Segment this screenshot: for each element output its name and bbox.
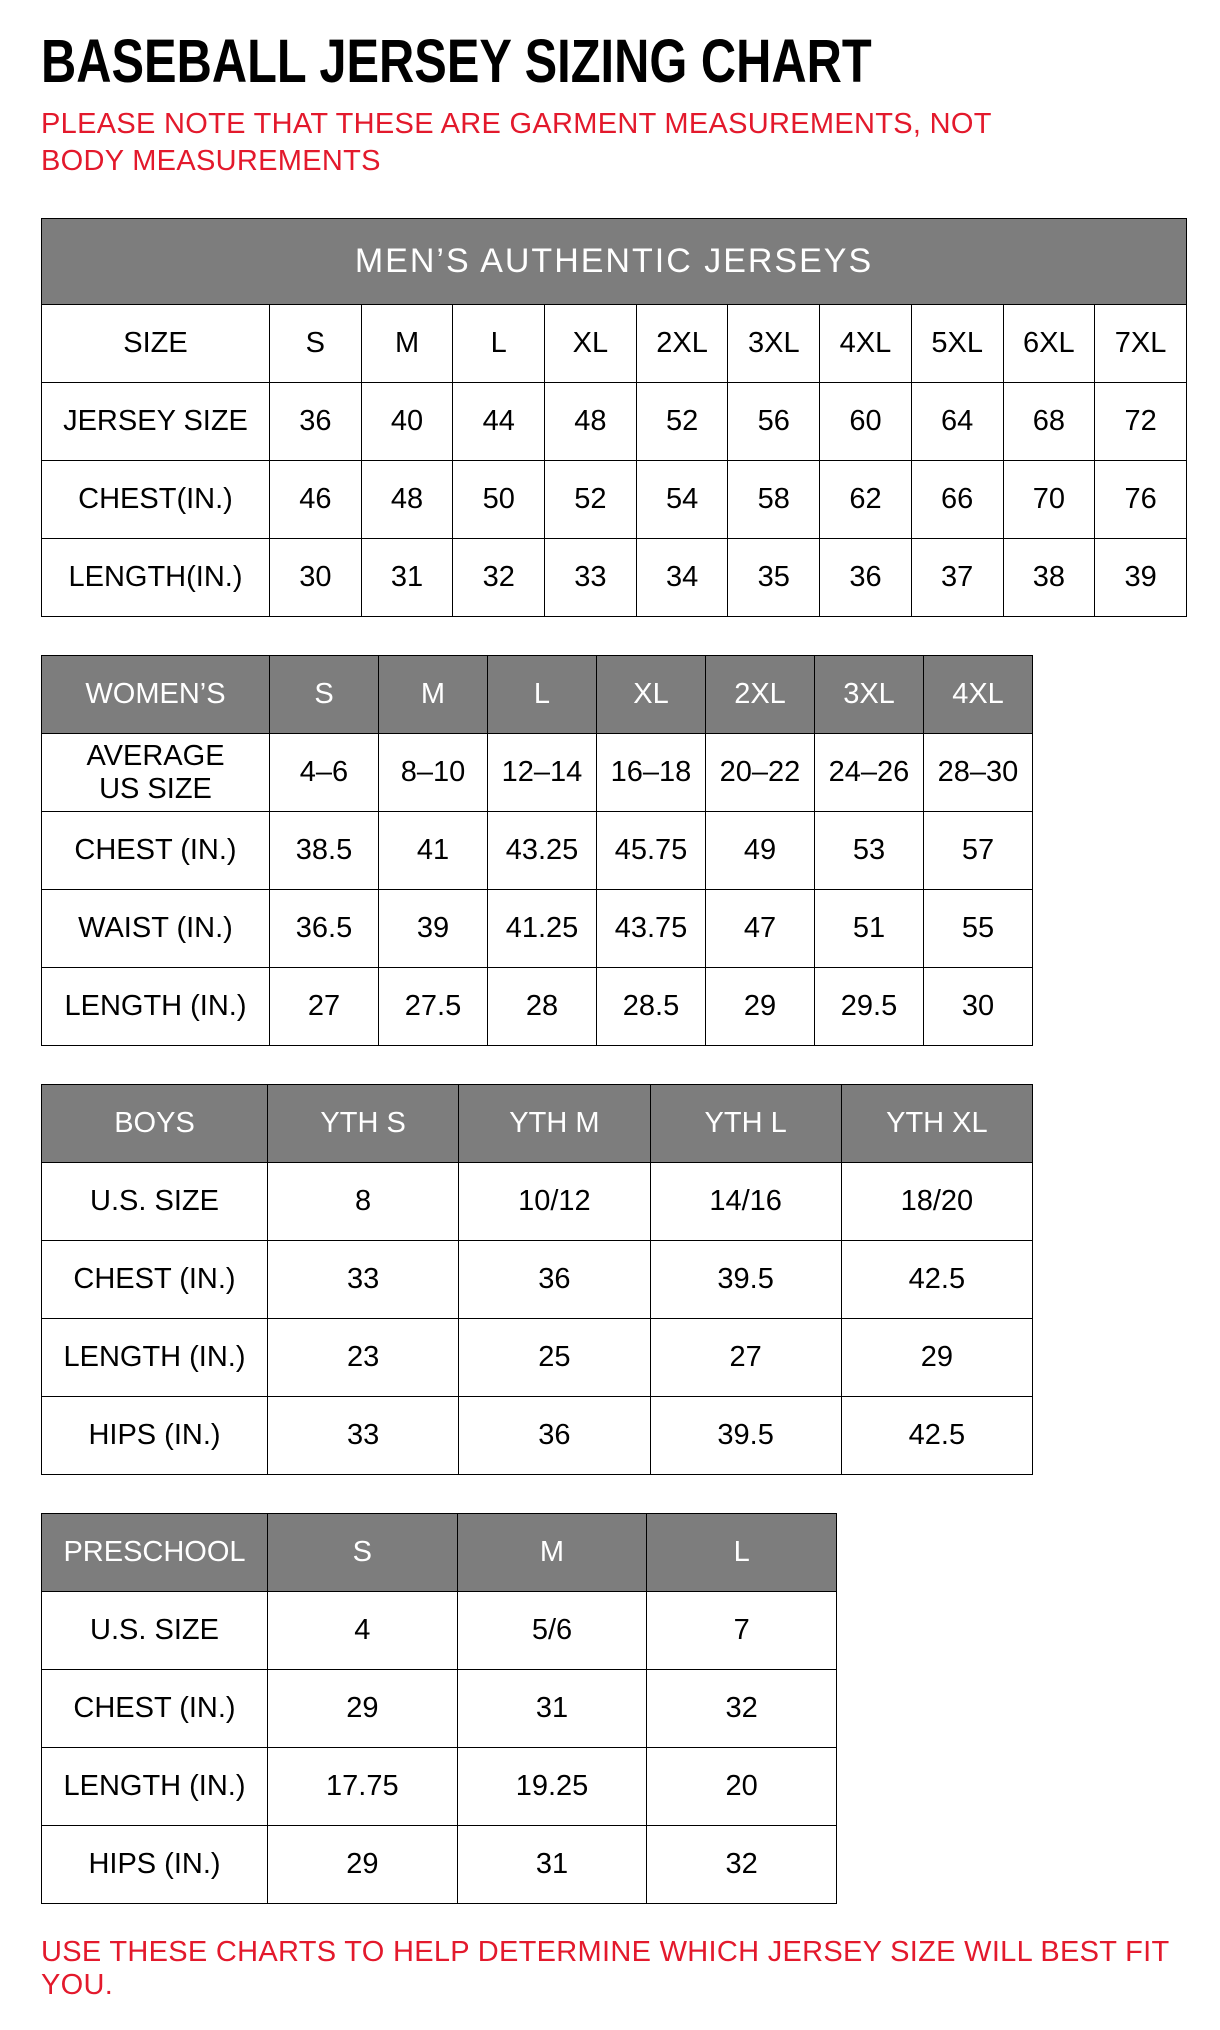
data-cell: 30 (924, 968, 1033, 1046)
data-cell: 12–14 (488, 734, 597, 812)
row-label: LENGTH(IN.) (42, 539, 270, 617)
data-cell: 32 (647, 1670, 837, 1748)
row-label: HIPS (IN.) (42, 1397, 268, 1475)
data-cell: 40 (361, 383, 453, 461)
data-cell: 51 (815, 890, 924, 968)
data-cell: 48 (545, 383, 637, 461)
row-label: LENGTH (IN.) (42, 968, 270, 1046)
data-cell: 34 (636, 539, 728, 617)
data-cell: 54 (636, 461, 728, 539)
row-label: LENGTH (IN.) (42, 1319, 268, 1397)
size-header-cell: YTH XL (841, 1085, 1032, 1163)
row-label: CHEST (IN.) (42, 1241, 268, 1319)
data-cell: 72 (1095, 383, 1187, 461)
size-header-cell: M (379, 656, 488, 734)
data-cell: 52 (636, 383, 728, 461)
page-title: BASEBALL JERSEY SIZING CHART (41, 27, 872, 95)
data-cell: 24–26 (815, 734, 924, 812)
data-cell: 28.5 (597, 968, 706, 1046)
garment-measurement-note: PLEASE NOTE THAT THESE ARE GARMENT MEASUREMENTS, NOT BODY MEASUREMENTS (41, 108, 992, 178)
data-cell: 19.25 (457, 1748, 647, 1826)
data-cell: 64 (911, 383, 1003, 461)
data-cell: 58 (728, 461, 820, 539)
size-header-cell: S (268, 1514, 458, 1592)
data-cell: 38 (1003, 539, 1095, 617)
data-cell: 70 (1003, 461, 1095, 539)
data-cell: 76 (1095, 461, 1187, 539)
size-header-cell: M (457, 1514, 647, 1592)
data-cell: 33 (268, 1241, 459, 1319)
data-cell: 55 (924, 890, 1033, 968)
corner-label: PRESCHOOL (42, 1514, 268, 1592)
data-cell: 29.5 (815, 968, 924, 1046)
data-cell: 14/16 (650, 1163, 841, 1241)
data-cell: 60 (820, 383, 912, 461)
data-cell: 27.5 (379, 968, 488, 1046)
data-cell: 29 (268, 1670, 458, 1748)
data-cell: 41.25 (488, 890, 597, 968)
mens-sizing-table (41, 218, 1187, 617)
size-header-cell: 3XL (728, 305, 820, 383)
corner-label: BOYS (42, 1085, 268, 1163)
row-label: AVERAGE US SIZE (42, 734, 270, 812)
boys-sizing-table (41, 1084, 1033, 1475)
row-label: LENGTH (IN.) (42, 1748, 268, 1826)
table-title: MEN’S AUTHENTIC JERSEYS (42, 219, 1187, 305)
data-cell: 17.75 (268, 1748, 458, 1826)
data-cell: 31 (457, 1826, 647, 1904)
data-cell: 32 (647, 1826, 837, 1904)
size-header-cell: M (361, 305, 453, 383)
data-cell: 10/12 (459, 1163, 650, 1241)
data-cell: 44 (453, 383, 545, 461)
data-cell: 32 (453, 539, 545, 617)
row-label: CHEST (IN.) (42, 812, 270, 890)
footer-note: USE THESE CHARTS TO HELP DETERMINE WHICH JERSEY SIZE WILL BEST FIT YOU. (41, 1936, 1169, 2002)
data-cell: 36 (459, 1241, 650, 1319)
size-header-cell: XL (597, 656, 706, 734)
data-cell: 35 (728, 539, 820, 617)
data-cell: 43.25 (488, 812, 597, 890)
data-cell: 18/20 (841, 1163, 1032, 1241)
data-cell: 36 (270, 383, 362, 461)
row-label: U.S. SIZE (42, 1592, 268, 1670)
data-cell: 50 (453, 461, 545, 539)
size-header-cell: 3XL (815, 656, 924, 734)
data-cell: 16–18 (597, 734, 706, 812)
data-cell: 27 (270, 968, 379, 1046)
data-cell: 20–22 (706, 734, 815, 812)
womens-sizing-table (41, 655, 1033, 1046)
size-header-cell: S (270, 656, 379, 734)
size-header-cell: 4XL (924, 656, 1033, 734)
data-cell: 25 (459, 1319, 650, 1397)
size-header-cell: XL (545, 305, 637, 383)
corner-label: WOMEN’S (42, 656, 270, 734)
data-cell: 30 (270, 539, 362, 617)
row-label: WAIST (IN.) (42, 890, 270, 968)
data-cell: 56 (728, 383, 820, 461)
data-cell: 39 (1095, 539, 1187, 617)
data-cell: 36 (820, 539, 912, 617)
data-cell: 42.5 (841, 1241, 1032, 1319)
data-cell: 5/6 (457, 1592, 647, 1670)
row-label: U.S. SIZE (42, 1163, 268, 1241)
data-cell: 4 (268, 1592, 458, 1670)
data-cell: 49 (706, 812, 815, 890)
data-cell: 29 (706, 968, 815, 1046)
data-cell: 27 (650, 1319, 841, 1397)
data-cell: 48 (361, 461, 453, 539)
data-cell: 28 (488, 968, 597, 1046)
data-cell: 45.75 (597, 812, 706, 890)
data-cell: 43.75 (597, 890, 706, 968)
row-label: CHEST(IN.) (42, 461, 270, 539)
data-cell: 38.5 (270, 812, 379, 890)
size-header-cell: 7XL (1095, 305, 1187, 383)
size-header-cell: S (270, 305, 362, 383)
data-cell: 62 (820, 461, 912, 539)
data-cell: 8 (268, 1163, 459, 1241)
data-cell: 68 (1003, 383, 1095, 461)
data-cell: 23 (268, 1319, 459, 1397)
preschool-sizing-table (41, 1513, 837, 1904)
data-cell: 39 (379, 890, 488, 968)
data-cell: 57 (924, 812, 1033, 890)
data-cell: 53 (815, 812, 924, 890)
data-cell: 4–6 (270, 734, 379, 812)
size-header-cell: 2XL (636, 305, 728, 383)
row-label: JERSEY SIZE (42, 383, 270, 461)
tables-container (41, 218, 1200, 1904)
data-cell: 36.5 (270, 890, 379, 968)
size-header-cell: YTH M (459, 1085, 650, 1163)
data-cell: 42.5 (841, 1397, 1032, 1475)
data-cell: 8–10 (379, 734, 488, 812)
data-cell: 39.5 (650, 1397, 841, 1475)
corner-label: SIZE (42, 305, 270, 383)
data-cell: 36 (459, 1397, 650, 1475)
data-cell: 52 (545, 461, 637, 539)
size-header-cell: L (488, 656, 597, 734)
size-header-cell: YTH S (268, 1085, 459, 1163)
size-header-cell: 2XL (706, 656, 815, 734)
size-header-cell: 6XL (1003, 305, 1095, 383)
data-cell: 37 (911, 539, 1003, 617)
data-cell: 31 (457, 1670, 647, 1748)
size-header-cell: 4XL (820, 305, 912, 383)
data-cell: 46 (270, 461, 362, 539)
row-label: CHEST (IN.) (42, 1670, 268, 1748)
data-cell: 39.5 (650, 1241, 841, 1319)
data-cell: 41 (379, 812, 488, 890)
row-label: HIPS (IN.) (42, 1826, 268, 1904)
data-cell: 47 (706, 890, 815, 968)
size-header-cell: 5XL (911, 305, 1003, 383)
data-cell: 33 (545, 539, 637, 617)
data-cell: 20 (647, 1748, 837, 1826)
data-cell: 33 (268, 1397, 459, 1475)
data-cell: 28–30 (924, 734, 1033, 812)
size-header-cell: L (647, 1514, 837, 1592)
data-cell: 66 (911, 461, 1003, 539)
data-cell: 7 (647, 1592, 837, 1670)
data-cell: 29 (841, 1319, 1032, 1397)
data-cell: 29 (268, 1826, 458, 1904)
data-cell: 31 (361, 539, 453, 617)
size-header-cell: L (453, 305, 545, 383)
size-header-cell: YTH L (650, 1085, 841, 1163)
